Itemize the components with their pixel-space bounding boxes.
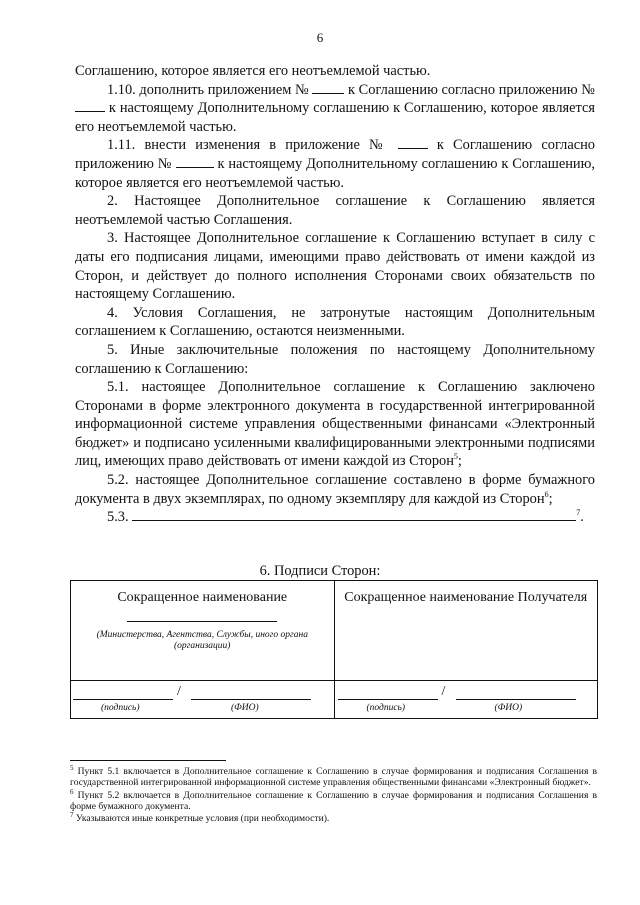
signature-line xyxy=(338,699,438,700)
right-signature-cell xyxy=(334,681,598,719)
left-signature-cell xyxy=(71,681,335,719)
fio-line xyxy=(191,699,311,700)
fio-label: (ФИО) xyxy=(231,703,259,713)
text-part: к Соглашению согласно приложению № xyxy=(348,81,595,98)
footnote xyxy=(70,787,597,813)
footnote-ref: 6 xyxy=(544,489,549,499)
paragraph-4: 4. Условия Соглашения, не затронутые настоящим Дополнительным соглашением к Соглашению, остаются неизменными. xyxy=(75,304,595,340)
fio-line xyxy=(456,699,576,700)
paragraph-1-10 xyxy=(75,81,595,137)
footnote-text: Пункт 5.1 включается в Дополнительное соглашение к Соглашению в случае формирования и подписания Соглашения в государственной интегрированной информационной системе управления общественными финансами «Электронный бюджет». xyxy=(70,766,597,789)
page-number: 6 xyxy=(316,30,324,45)
text-part: к настоящему Дополнительному соглашению к Соглашению, которое является его неотъемлемой частью. xyxy=(75,100,595,135)
party-left-heading: Сокращенное наименование xyxy=(117,590,288,605)
signature-label: (подпись) xyxy=(366,703,406,713)
footnote-mark: 6 xyxy=(70,787,74,796)
footnote-ref: 7 xyxy=(576,508,581,518)
paragraph-5-2 xyxy=(75,471,595,508)
text-part: 5.3. xyxy=(107,509,129,526)
signature-line xyxy=(73,699,173,700)
blank-field xyxy=(132,508,576,521)
signatures-table xyxy=(70,580,598,719)
paragraph-continuation: Соглашению, которое является его неотъемлемой частью. xyxy=(75,63,431,79)
blank-field xyxy=(176,155,214,168)
footnote xyxy=(70,813,597,824)
text-part: к Соглашению согласно приложению № xyxy=(75,137,595,172)
text-part: к настоящему Дополнительному соглашению к Соглашению, которое является его неотъемлемой частью. xyxy=(75,155,595,191)
paragraph-5: 5. Иные заключительные положения по настоящему Дополнительному соглашению к Соглашению: xyxy=(75,341,595,377)
footnote-mark: 7 xyxy=(70,811,74,819)
agreement-body xyxy=(75,62,595,527)
party-left-cell xyxy=(71,581,335,681)
footnote-text: Указываются иные конкретные условия (при необходимости). xyxy=(75,813,330,825)
paragraph-1-11 xyxy=(75,136,595,192)
text-part: 5.2. настоящее Дополнительное соглашение составлено в форме бумажного документа в двух экземплярах, по одному экземпляру для каждой из Сторон xyxy=(75,472,595,507)
footnote-ref: 5 xyxy=(453,452,458,462)
footnote-mark: 5 xyxy=(70,763,74,772)
footnote xyxy=(70,763,597,789)
footnote-text: Пункт 5.2 включается в Дополнительное соглашение к Соглашению в случае формирования и подписания Соглашения в форме бумажного документа. xyxy=(70,789,597,812)
text-part: 5.1. настоящее Дополнительное соглашение к Соглашению заключено Сторонами в форме электронного документа в государственной интегрированной информационной системе управления общественными финансами «Электронный бюджет» и подписано усиленными квалифицированными электронными подписями лиц, имеющих право действовать от имени каждой из Сторон xyxy=(75,379,595,470)
blank-field xyxy=(398,136,428,149)
footnotes xyxy=(70,763,597,825)
footnote-separator xyxy=(70,760,226,761)
text-part: 1.11. внести изменения в приложение № xyxy=(107,137,389,154)
blank-field xyxy=(75,99,105,112)
text-part: 1.10. дополнить приложением № xyxy=(107,81,309,98)
party-right-cell xyxy=(334,581,598,681)
paragraph-2: 2. Настоящее Дополнительное соглашение к Соглашению является неотъемлемой частью Соглашения. xyxy=(75,193,595,228)
paragraph-5-3 xyxy=(75,508,595,527)
signature-label: (подпись) xyxy=(101,703,140,713)
party-left-note: (Министерства, Агентства, Службы, иного органа (организации) xyxy=(96,630,308,651)
party-right-heading: Сокращенное наименование Получателя xyxy=(344,590,588,605)
paragraph-5-1 xyxy=(75,378,595,471)
slash: / xyxy=(177,684,181,699)
text-part: ; xyxy=(548,490,553,507)
paragraph-3: 3. Настоящее Дополнительное соглашение к Соглашению вступает в силу с даты его подписания лицами, имеющими право действовать от имени каждой из Сторон, и действует до полного исполнения Сторонами своих обязательств по настоящему Соглашению. xyxy=(75,230,595,303)
slash: / xyxy=(441,684,446,699)
signatures-title: 6. Подписи Сторон: xyxy=(259,563,381,579)
fio-label: (ФИО) xyxy=(494,703,523,713)
text-part: ; xyxy=(457,453,462,470)
name-line xyxy=(127,621,277,622)
text-part: . xyxy=(580,509,584,526)
blank-field xyxy=(312,81,344,94)
